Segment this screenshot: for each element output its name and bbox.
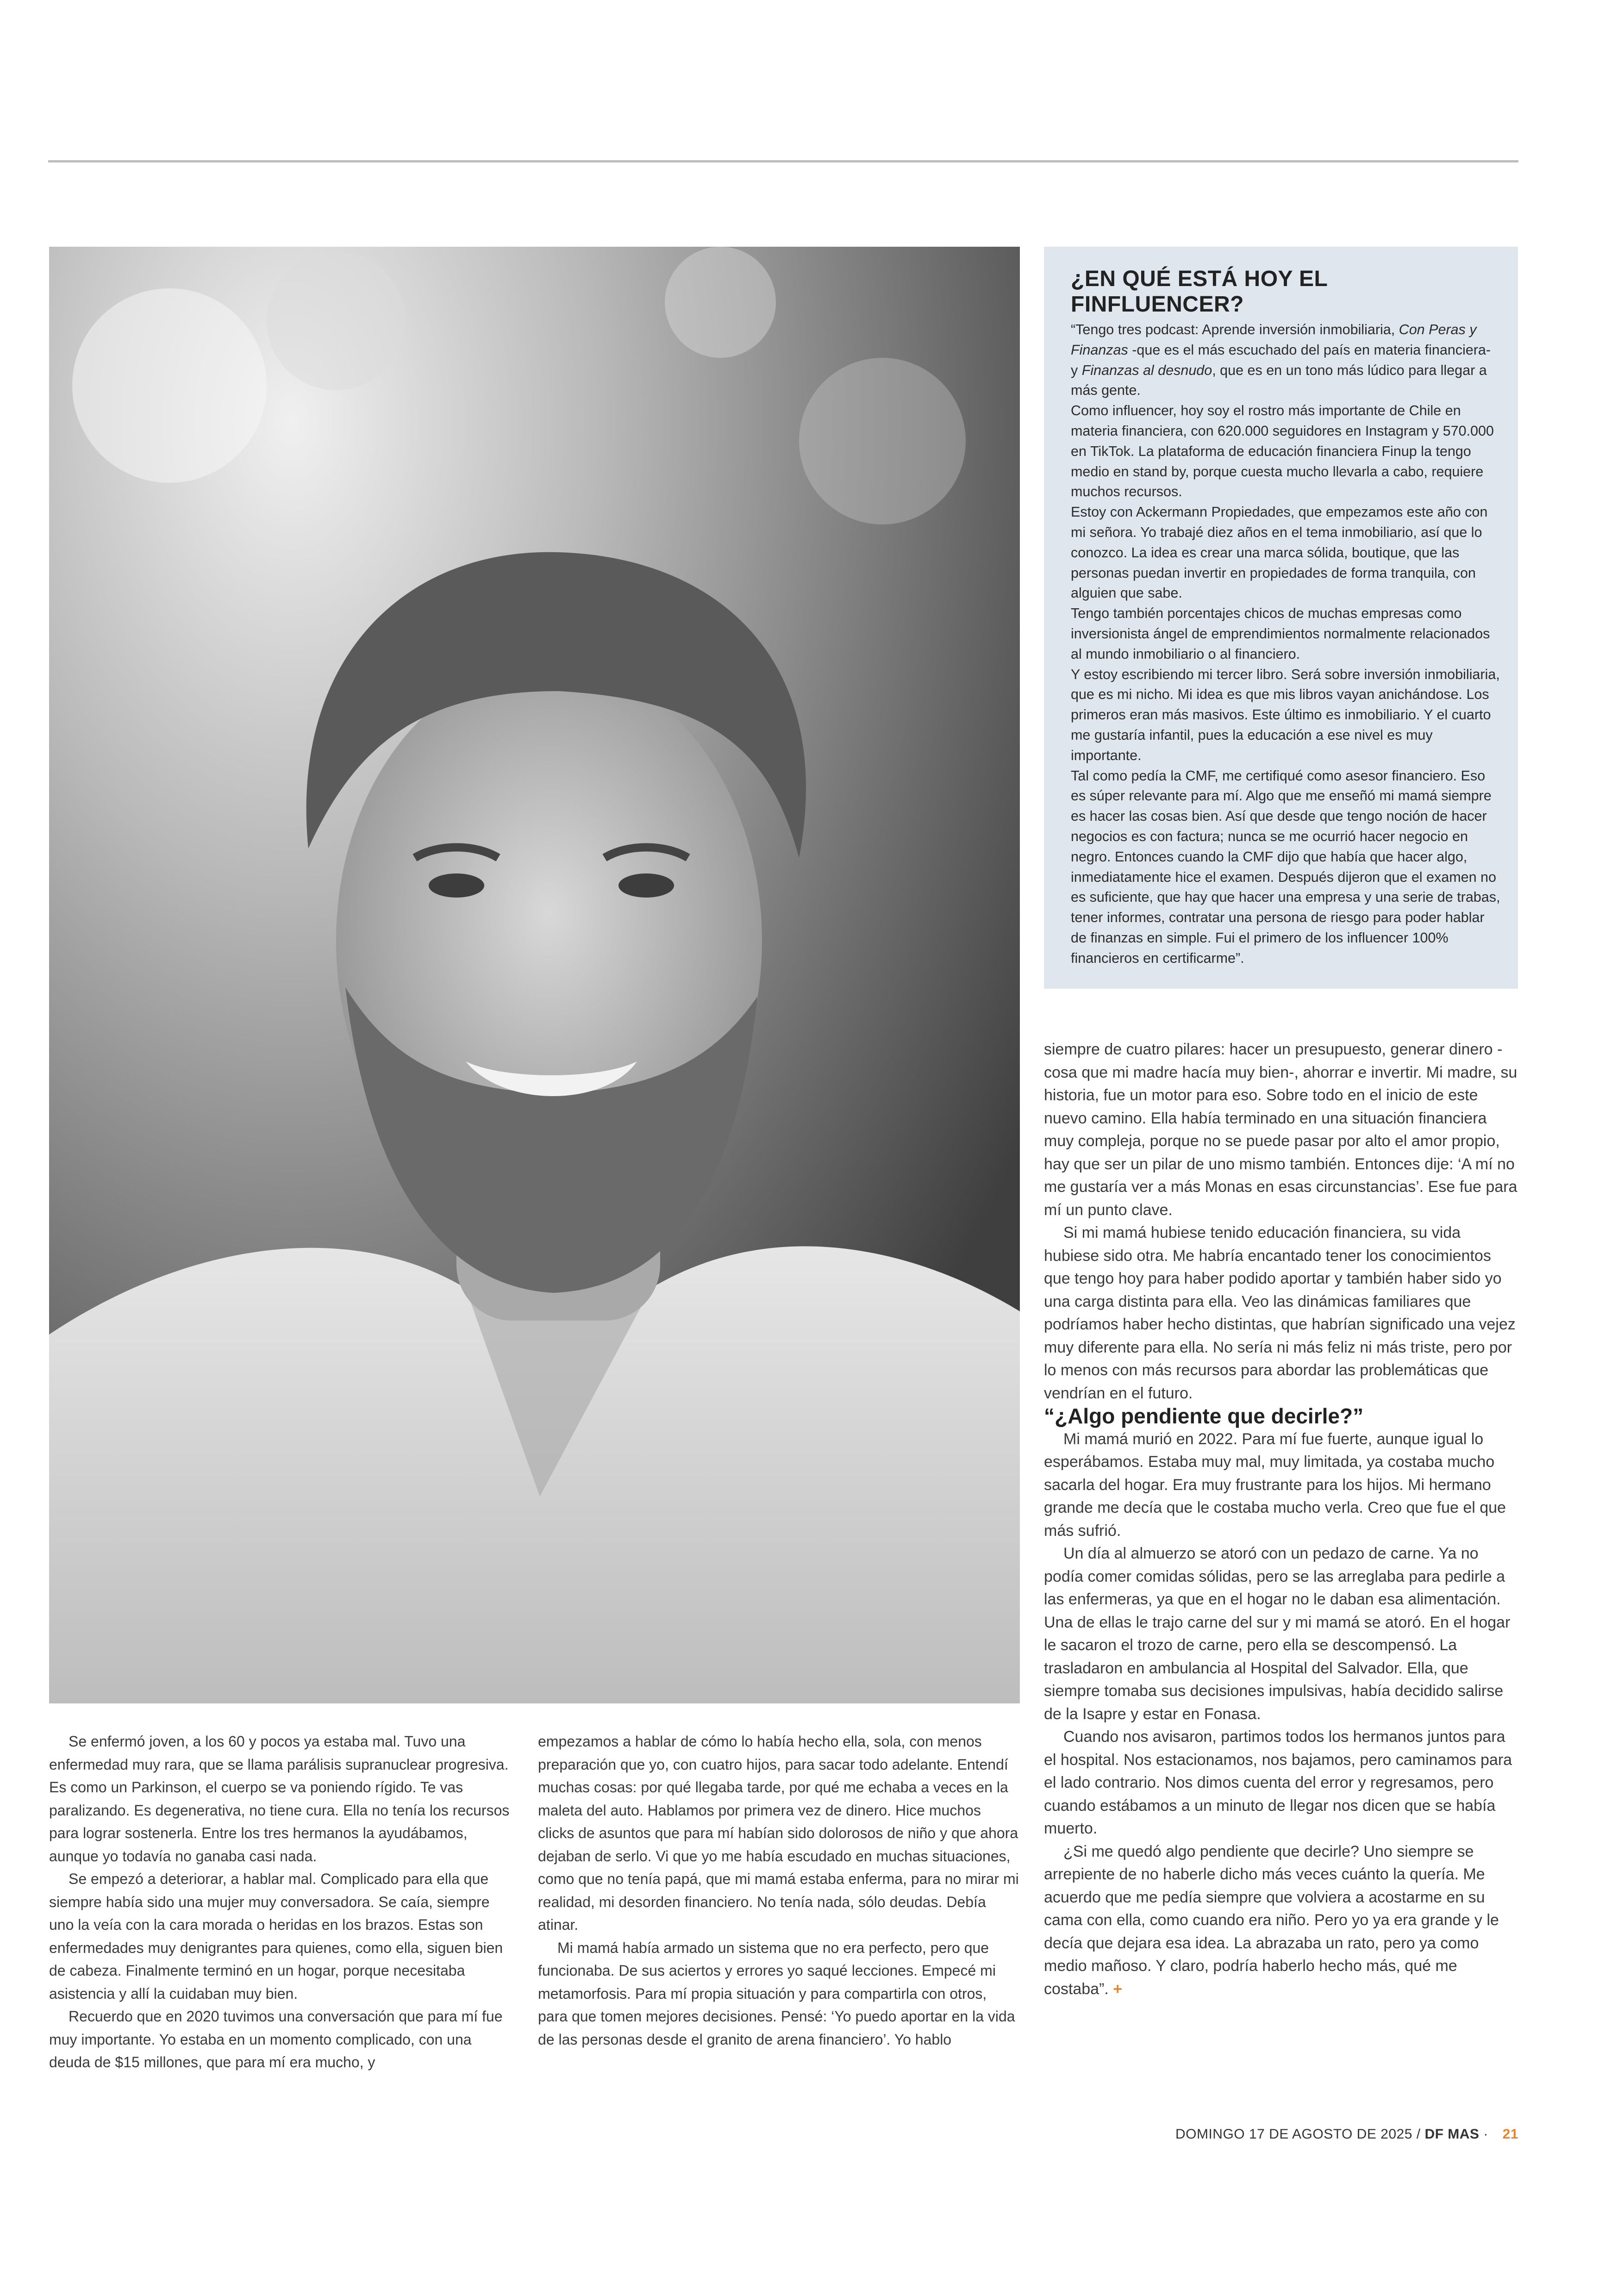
sidebar-italic-title: Con Peras y Finanzas — [1071, 322, 1477, 358]
body-column-2 — [538, 1730, 1019, 2051]
section-subheading: “¿Algo pendiente que decirle?” — [1044, 1404, 1364, 1428]
body-paragraph: Si mi mamá hubiese tenido educación financiera, su vida hubiese sido otra. Me habría encantado tener los conocimientos que tengo hoy para haber podido aportar y también haber sido yo una carga distinta para ella. Veo las dinámicas familiares que podríamos haber hecho distintas, que habrían significado una vejez muy diferente para ella. No sería ni más feliz ni más triste, pero por lo menos con más recursos para abordar las problemáticas que vendrían en el futuro. — [1044, 1224, 1516, 1402]
sidebar-paragraph — [1071, 604, 1500, 664]
body-paragraph — [1044, 1428, 1518, 1543]
article-end-mark: + — [1108, 1980, 1123, 1998]
sidebar-text-run: Tal como pedía la CMF, me certifiqué como asesor financiero. Eso es súper relevante para mí. Algo que me enseñó mi mamá siempre es hacer las cosas bien. Así que desde que tengo noción de hacer negocios es con factura; nunca se me ocurrió hacer negocio en negro. Entonces cuando la CMF dijo que había que hacer algo, inmediatamente hice el examen. Después dijeron que el examen no es suficiente, que hay que hacer una empresa y una serie de trabas, tener informes, contratar una persona de riesgo para poder hablar de finanzas en simple. Fui el primero de los influencer 100% financieros en certificarme”. — [1071, 767, 1500, 966]
body-paragraph-text: Un día al almuerzo se atoró con un pedazo de carne. Ya no podía comer comidas sólidas, pero se las arreglaba para pedirle a las enfermeras, ya que en el hogar no le daban esa alimentación. Una de ellas le trajo carne del sur y mi mamá se atoró. En el hogar le sacaron el trozo de carne, pero ella se descompensó. La trasladaron en ambulancia al Hospital del Salvador. Ella, que siempre tomaba sus decisiones impulsivas, había decidido salirse de la Isapre y estar en Fonasa. — [1044, 1545, 1511, 1723]
sidebar-paragraph — [1071, 401, 1500, 502]
sidebar-body — [1071, 320, 1500, 969]
sidebar-text-run: Como influencer, hoy soy el rostro más importante de Chile en materia financiera, con 620.000 seguidores en Instagram y 570.000 en TikTok. La plataforma de educación financiera Finup la tengo medio en stand by, porque cuesta mucho llevarla a cabo, requiere muchos recursos. — [1071, 403, 1494, 500]
sidebar-paragraph — [1071, 502, 1500, 604]
footer-separator: · — [1483, 2127, 1488, 2142]
sidebar-text-run: Y estoy escribiendo mi tercer libro. Será sobre inversión inmobiliaria, que es mi nicho. Mi idea es que mis libros vayan anichándose. Los primeros eran más masivos. Este último es inmobiliario. Y el cuarto me gustaría infantil, pues la educación a ese nivel es muy importante. — [1071, 666, 1500, 763]
body-paragraph-text: Mi mamá murió en 2022. Para mí fue fuerte, aunque igual lo esperábamos. Estaba muy mal, muy limitada, ya costaba mucho sacarla del hogar. Era muy frustrante para los hijos. Mi hermano grande me decía que le costaba mucho verla. Creo que fue el que más sufrió. — [1044, 1430, 1506, 1540]
body-paragraph-text: ¿Si me quedó algo pendiente que decirle? Uno siempre se arrepiente de no haberle dicho más veces cuánto la quería. Me acuerdo que me pedía siempre que volviera a acostarme en su cama con ella, como cuando era niño. Pero yo ya era grande y le decía que dejara esa idea. La abrazaba un rato, pero ya como medio mañoso. Y claro, podría haberlo hecho más, qué me costaba”. — [1044, 1842, 1499, 1998]
sidebar-italic-title: Finanzas al desnudo — [1081, 362, 1212, 378]
page-number: 21 — [1502, 2127, 1518, 2142]
portrait-photo — [49, 247, 1020, 1703]
sidebar-paragraph — [1071, 320, 1500, 401]
top-rule — [48, 160, 1518, 162]
body-paragraph: Se empezó a deteriorar, a hablar mal. Complicado para ella que siempre había sido una mujer muy conversadora. Se caía, siempre uno la veía con la cara morada o heridas en los brazos. Estas son enfermedades muy denigrantes para quienes, como ella, siguen bien de cabeza. Finalmente terminó en un hogar, porque necesitaba asistencia y allí la cuidaban muy bien. — [49, 1871, 503, 2002]
body-paragraph: siempre de cuatro pilares: hacer un presupuesto, generar dinero -cosa que mi madre hacía muy bien-, ahorrar e invertir. Mi madre, su historia, fue un motor para eso. Sobre todo en el inicio de este nuevo camino. Ella había terminado en una situación financiera muy compleja, porque no se puede pasar por alto el amor propio, hay que ser un pilar de uno mismo también. Entonces dije: ‘A mí no me gustaría ver a más Monas en esas circunstancias’. Ese fue para mí un punto clave. — [1044, 1041, 1518, 1219]
finfluencer-sidebar-box — [1044, 247, 1518, 989]
column-3-opening-text — [1044, 1038, 1518, 1405]
footer-publication: DF MAS — [1424, 2127, 1480, 2142]
sidebar-text-run: , que es en un tono más lúdico para llegar a más gente. — [1071, 362, 1487, 399]
sidebar-text-run: Estoy con Ackermann Propiedades, que empezamos este año con mi señora. Yo trabajé diez años en el tema inmobiliario, así que lo conozco. La idea es crear una marca sólida, boutique, que las personas puedan invertir en propiedades de forma tranquila, con alguien que sabe. — [1071, 504, 1488, 601]
body-paragraph-text: Cuando nos avisaron, partimos todos los hermanos juntos para el hospital. Nos estacionamos, nos bajamos, pero caminamos para el lado contrario. Nos dimos cuenta del error y regresamos, pero cuando estábamos a un minuto de llegar nos dicen que se había muerto. — [1044, 1728, 1512, 1837]
column-3-closing-text — [1044, 1428, 1518, 2001]
sidebar-paragraph — [1071, 766, 1500, 969]
body-paragraph — [1044, 1542, 1518, 1726]
body-paragraph: Se enfermó joven, a los 60 y pocos ya estaba mal. Tuvo una enfermedad muy rara, que se llama parálisis supranuclear progresiva. Es como un Parkinson, el cuerpo se va poniendo rígido. Te vas paralizando. Es degenerativa, no tiene cura. Ella no tenía los recursos para lograr sostenerla. Entre los tres hermanos la ayudábamos, aunque yo todavía no ganaba casi nada. — [49, 1733, 510, 1865]
page-footer — [1175, 2127, 1518, 2142]
body-column-1 — [49, 1730, 514, 2074]
body-paragraph: empezamos a hablar de cómo lo había hecho ella, sola, con menos preparación que yo, con cuatro hijos, para sacar todo adelante. Entendí muchas cosas: por qué llegaba tarde, por qué me echaba a veces en la maleta del auto. Hablamos por primera vez de dinero. Hice muchos clicks de asuntos que para mí habían sido dolorosos de niño y que ahora dejaban de serlo. Vi que yo me había escudado en muchas situaciones, como que no tenía papá, que mi mamá estaba enferma, para no mirar mi realidad, mi desorden financiero. No tenía nada, sólo deudas. Debía atinar. — [538, 1733, 1019, 1933]
body-paragraph: Mi mamá había armado un sistema que no era perfecto, pero que funcionaba. De sus aciertos y errores yo saqué lecciones. Empecé mi metamorfosis. Para mí propia situación y para compartirla con otros, para que tomen mejores decisiones. Pensé: ‘Yo puedo aportar en la vida de las personas desde el granito de arena financiero’. Yo hablo — [538, 1939, 1015, 2048]
body-column-3 — [1044, 1038, 1518, 2001]
body-paragraph — [1044, 1840, 1518, 2001]
body-paragraph — [1044, 1726, 1518, 1840]
body-paragraph: Recuerdo que en 2020 tuvimos una conversación que para mí fue muy importante. Yo estaba en un momento complicado, con una deuda de $15 millones, que para mí era mucho, y — [49, 2008, 503, 2070]
sidebar-paragraph — [1071, 665, 1500, 766]
footer-date: DOMINGO 17 DE AGOSTO DE 2025 / — [1175, 2127, 1421, 2142]
sidebar-text-run: “Tengo tres podcast: Aprende inversión inmobiliaria, — [1071, 322, 1399, 337]
sidebar-text-run: Tengo también porcentajes chicos de muchas empresas como inversionista ángel de emprendimientos normalmente relacionados al mundo inmobiliario o al financiero. — [1071, 605, 1490, 662]
sidebar-title: ¿EN QUÉ ESTÁ HOY EL FINFLUENCER? — [1071, 267, 1328, 317]
sidebar-text-run: -que es el más escuchado del país en materia financiera- y — [1071, 342, 1491, 378]
